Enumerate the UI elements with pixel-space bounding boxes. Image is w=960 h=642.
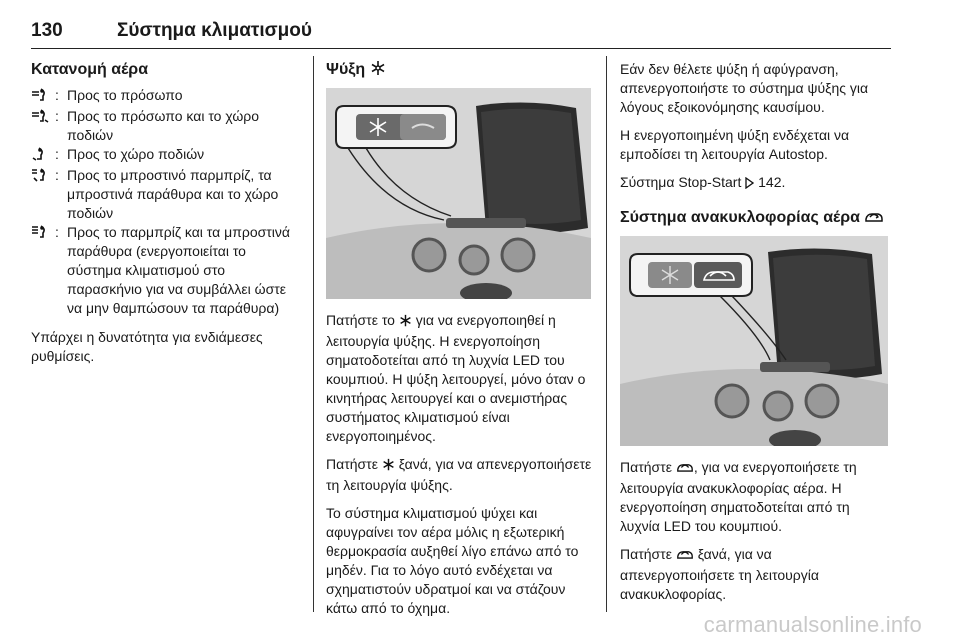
cooling-button-photo (326, 88, 591, 299)
recirculation-icon (676, 460, 694, 479)
chapter-title: Σύστημα κλιματισμού (117, 20, 312, 41)
cooling-paragraph-2: Πατήστε ξανά, για να απενεργοποιήσετε τη λειτουργία ψύξης. (326, 456, 592, 493)
section-heading-cooling: Ψύξη (326, 60, 596, 82)
middle-column (326, 60, 596, 627)
list-item: : Προς το χώρο ποδιών (31, 145, 303, 166)
header-rule (31, 48, 891, 49)
snowflake-icon (399, 313, 412, 332)
snowflake-icon (370, 60, 386, 82)
page-reference-link[interactable]: 142. (758, 174, 786, 190)
air-distribution-list (31, 86, 303, 318)
page-header (31, 8, 891, 48)
recirculation-icon (864, 210, 884, 230)
section-heading-air-distribution: Κατανομή αέρα (31, 61, 149, 78)
air-windscreen-icon (31, 223, 55, 318)
air-feet-icon (31, 145, 55, 166)
air-face-feet-icon (31, 107, 55, 145)
left-column (31, 60, 303, 375)
cooling-paragraph-4: Εάν δεν θέλετε ψύξη ή αφύγρανση, απενεργοποιήστε το σύστημα ψύξης για λόγους εξοικονόμησης καυσίμου. (620, 61, 869, 115)
air-windscreen-feet-icon (31, 166, 55, 223)
recirculation-icon (676, 547, 694, 566)
list-item: : Προς το πρόσωπο (31, 86, 303, 107)
recirculation-paragraph-1: Πατήστε , για να ενεργοποιήσετε τη λειτουργία ανακυκλοφορίας αέρα. Η ενεργοποίηση σηματοδοτείται από τη λυχνία LED του κουμπιού. (620, 459, 857, 534)
section-heading-recirculation: Σύστημα ανακυκλοφορίας αέρα (620, 208, 890, 230)
list-item: : Προς το πρόσωπο και το χώρο ποδιών (31, 107, 303, 145)
stop-start-reference: Σύστημα Stop-Start 142. (620, 173, 890, 194)
cooling-paragraph-1: Πατήστε το για να ενεργοποιηθεί η λειτουργία ψύξης. Η ενεργοποίηση σηματοδοτείται από τη λυχνία LED του κουμπιού. Η ψύξη λειτουργεί, μόνο όταν ο κινητήρας λειτουργεί και ο ανεμιστήρας συστήματος κλιματισμού είναι ενεργοποιημένος. (326, 312, 586, 444)
recirculation-paragraph-2: Πατήστε ξανά, για να απενεργοποιήσετε τη λειτουργία ανακυκλοφορίας. (620, 546, 819, 602)
list-item: : Προς το μπροστινό παρμπρίζ, τα μπροστινά παράθυρα και το χώρο ποδιών (31, 166, 303, 223)
page-number: 130 (31, 20, 63, 41)
list-item: : Προς το παρμπρίζ και τα μπροστινά παράθυρα (ενεργοποιείται το σύστημα κλιματισμού στο παρασκήνιο για να συμβάλλει ώστε να μην θαμπώσουν τα παράθυρα) (31, 223, 303, 318)
column-divider (313, 56, 314, 612)
column-divider (606, 56, 607, 612)
cooling-paragraph-5: Η ενεργοποιημένη ψύξη ενδέχεται να εμποδίσει τη λειτουργία Autostop. (620, 127, 850, 162)
recirculation-button-photo (620, 236, 888, 446)
right-column (620, 60, 890, 613)
snowflake-icon (382, 457, 395, 476)
cooling-paragraph-3: Το σύστημα κλιματισμού ψύχει και αφυγραίνει τον αέρα μόλις η εξωτερική θερμοκρασία αυξηθεί λίγο επάνω από το μηδέν. Για το λόγο αυτό ενδέχεται να σχηματιστούν υδρατμοί και να στάζουν κάτω από το όχημα. (326, 505, 579, 616)
intermediate-settings-note: Υπάρχει η δυνατότητα για ενδιάμεσες ρυθμίσεις. (31, 329, 263, 364)
page-reference-arrow-icon (745, 175, 754, 194)
watermark: carmanualsonline.info (703, 612, 922, 637)
air-face-icon (31, 86, 55, 107)
